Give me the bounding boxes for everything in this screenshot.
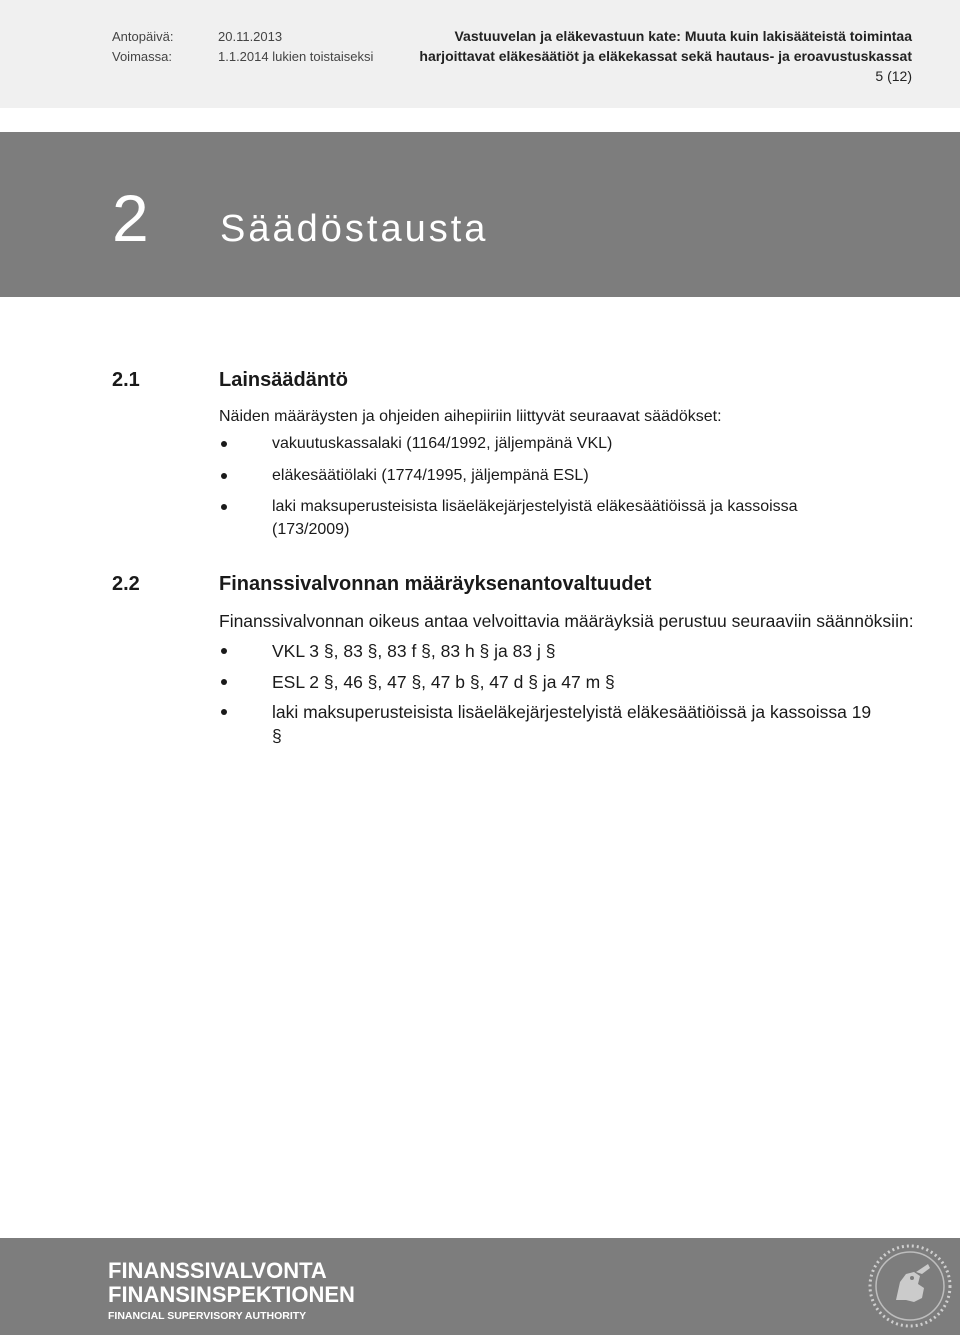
fiva-logo: [108, 1260, 355, 1323]
chapter-banner: [0, 132, 960, 297]
section-number: 2.1: [112, 369, 140, 391]
section-number: 2.2: [112, 573, 140, 595]
list-item-text: §: [272, 726, 282, 746]
document-title: [419, 26, 912, 66]
page-number: 5 (12): [875, 68, 912, 84]
bullet-icon: [221, 679, 227, 685]
section-title: Finanssivalvonnan määräyksenantovaltuudet: [219, 573, 652, 595]
bullet-icon: [221, 504, 227, 510]
list-item-text: laki maksuperusteisista lisäeläkejärjestelyistä eläkesäätiöissä ja kassoissa: [272, 498, 798, 515]
list-item-text: laki maksuperusteisista lisäeläkejärjestelyistä eläkesäätiöissä ja kassoissa 19: [272, 702, 872, 722]
bullet-icon: [221, 441, 227, 447]
list-item-text: eläkesäätiölaki (1774/1995, jäljempänä ESL): [272, 467, 589, 484]
list-item-text: (173/2009): [272, 521, 350, 538]
section-title: Lainsäädäntö: [219, 369, 348, 391]
page-header: [0, 0, 960, 108]
logo-line-en: FINANCIAL SUPERVISORY AUTHORITY: [108, 1310, 307, 1322]
list-item-text: vakuutuskassalaki (1164/1992, jäljempänä VKL): [272, 435, 613, 452]
chapter-title: Säädöstausta: [220, 208, 489, 250]
list-item-text: VKL 3 §, 83 §, 83 f §, 83 h § ja 83 j §: [272, 641, 556, 661]
issue-date-label: Antopäivä:: [112, 29, 174, 44]
document-title-line2: harjoittavat eläkesäätiöt ja eläkekassat sekä hautaus- ja eroavustuskassat: [419, 48, 912, 64]
bullet-icon: [221, 709, 227, 715]
validity-value: 1.1.2014 lukien toistaiseksi: [218, 49, 374, 64]
issue-date-value: 20.11.2013: [218, 29, 283, 44]
bullet-icon: [221, 648, 227, 654]
document-title-line1: Vastuuvelan ja eläkevastuun kate: Muuta kuin lakisääteistä toimintaa: [454, 28, 912, 44]
bullet-icon: [221, 473, 227, 479]
chapter-number: 2: [112, 181, 149, 255]
section-intro: Näiden määräysten ja ohjeiden aihepiiriin liittyvät seuraavat säädökset:: [219, 408, 722, 425]
logo-line-sv: FINANSINSPEKTIONEN: [108, 1282, 355, 1307]
list-item-text: ESL 2 §, 46 §, 47 §, 47 b §, 47 d § ja 47 m §: [272, 672, 615, 692]
section-intro: Finanssivalvonnan oikeus antaa velvoittavia määräyksiä perustuu seuraaviin säännöksiin:: [219, 611, 914, 631]
validity-label: Voimassa:: [112, 49, 172, 64]
page-footer: [0, 1238, 960, 1335]
logo-line-fi: FINANSSIVALVONTA: [108, 1258, 327, 1283]
finnish-lion-emblem-icon: [866, 1242, 954, 1330]
